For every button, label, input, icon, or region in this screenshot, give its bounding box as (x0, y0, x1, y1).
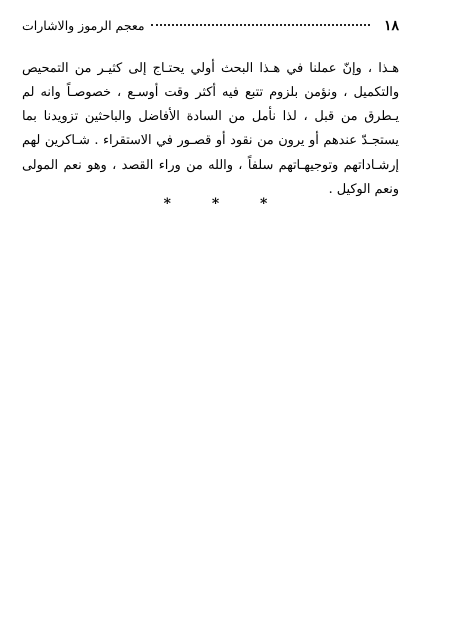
running-title: معجم الرموز والاشارات (22, 18, 145, 33)
page-number: ١٨ (383, 18, 399, 34)
page-header (22, 18, 399, 40)
dotted-leader (151, 24, 370, 26)
body-paragraph: هـذا ، وإنّ عملنا في هـذا البحث أولي يحتـاج إلى كثيـر من التمحيص والتكميل ، ونؤمن بلزوم تتبع فيه أكثر وقت أوسـع ، خصوصـاً وانه لم يـطرق من قبل ، لذا نأمل من السادة الأفاضل والباحثين تزويدنا بما يستجـدّ عندهم أو يرون من نقود أو قصـور في الاستقراء . شـاكرين لهم إرشـاداتهم وتوجيهـاتهم سلفاً ، والله من وراء القصد ، وهو نعم المولى ونعم الوكيل . (22, 60, 399, 197)
section-ornament: * * * (163, 196, 286, 212)
